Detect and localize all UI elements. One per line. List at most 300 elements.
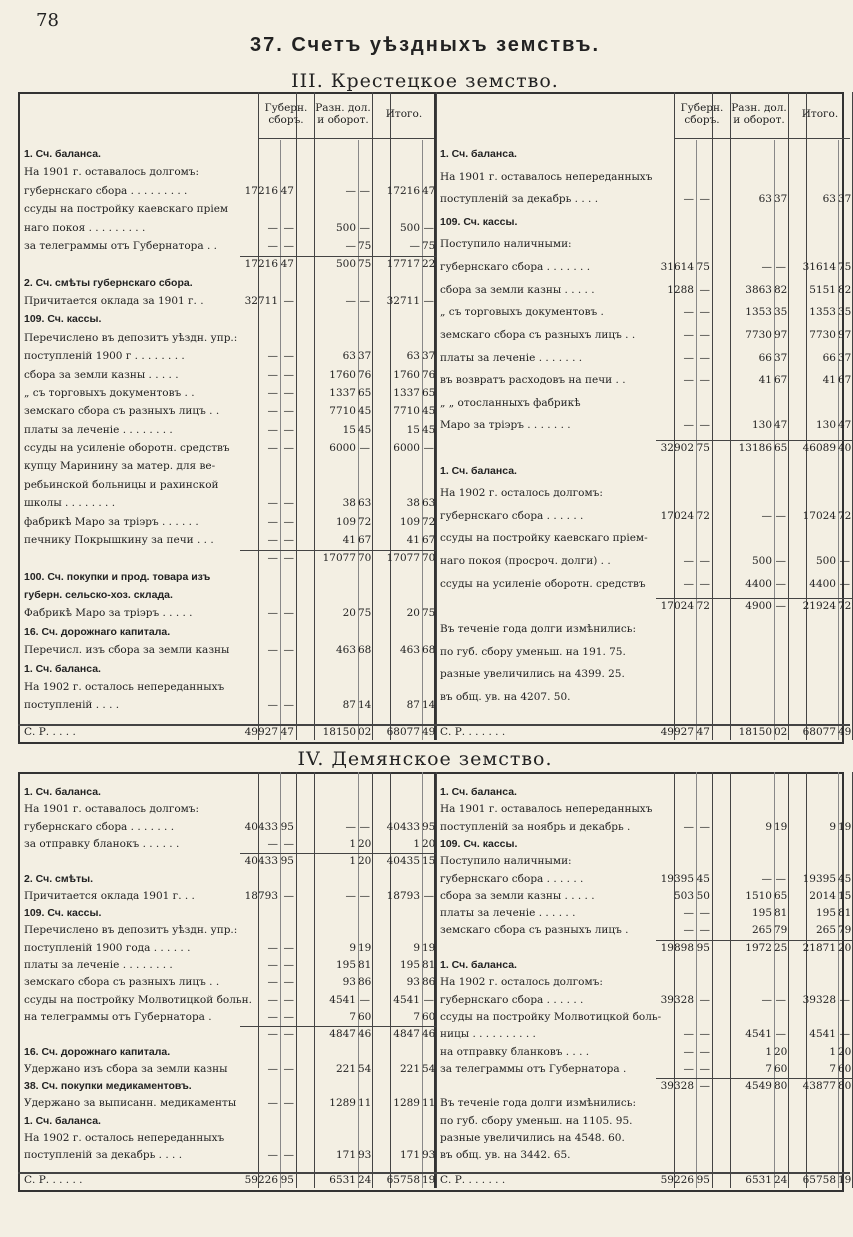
amount-kopek: 45 [838,872,852,885]
amount-kopek: — [775,993,786,1006]
amount-kopek: 19 [774,820,788,833]
amount-kopek: — [423,221,434,234]
amount: 46089 [802,442,836,454]
amount: — [267,368,278,381]
total-rule [18,724,434,726]
row-label: платы за леченіе . . . . . . . . [24,423,173,436]
amount-kopek: 72 [696,600,710,613]
row-label: земскаго сбора съ разныхъ лицъ . [440,924,629,937]
amount-kopek: — [283,699,294,712]
amount-kopek: — [283,221,294,234]
amount: 17717 [386,258,420,271]
amount-kopek: — [699,1028,710,1041]
column-rule [296,92,297,740]
amount: 87 [342,699,356,712]
amount-kopek: — [775,872,786,885]
row-label: На 1901 г. оставалось долгомъ: [24,803,200,816]
amount: 17024 [660,509,694,522]
amount-kopek: 70 [358,552,372,565]
amount-kopek: — [699,193,710,206]
row-label: С. Р. . . . . . . [440,726,506,738]
row-label: губернскаго сбора . . . . . . . [24,820,175,833]
amount: — [267,837,278,850]
amount: 49927 [244,726,278,738]
amount: — [683,419,694,432]
amount-kopek: 60 [358,1010,372,1023]
amount-kopek: — [283,295,294,307]
amount: 19898 [660,941,694,954]
amount-kopek: — [359,993,370,1006]
amount: 21871 [802,941,836,954]
amount-kopek: — [423,442,434,454]
amount-kopek: 81 [358,959,372,972]
row-label: ссуды на усиленіе оборотн. средствъ [440,577,646,590]
account-heading: 1. Сч. баланса. [24,662,101,675]
amount-kopek: 37 [358,350,372,363]
amount: 7 [413,1010,420,1023]
amount: 500 [815,555,836,568]
account-heading: 1. Сч. баланса. [440,148,517,160]
amount: 68077 [802,726,836,738]
account-heading: 1. Сч. баланса. [24,1114,101,1127]
amount-kopek: 79 [838,924,852,937]
row-label: ссуды на постройку Молвотицкой боль- [440,1010,662,1023]
amount-kopek: — [699,1062,710,1075]
row-label: на отправку бланковъ . . . . [440,1045,590,1058]
amount-kopek: 37 [838,351,852,364]
amount: 4541 [393,993,420,1006]
row-label: ссуды на постройку каевскаго пріем [24,203,229,216]
amount-kopek: 75 [696,442,710,454]
account-heading: 109. Сч. кассы. [24,907,102,920]
amount-kopek: — [359,889,370,902]
total-rule [18,1172,434,1174]
amount: 68077 [386,726,420,738]
amount: 500 [335,258,356,271]
row-label: губернскаго сбора . . . . . . [440,509,584,522]
account-heading: 1. Сч. баланса. [24,786,101,798]
amount-kopek: 68 [422,644,436,657]
amount: — [683,577,694,590]
amount-kopek: 72 [696,509,710,522]
amount: — [683,328,694,341]
row-label: разные увеличились на 4548. 60. [440,1132,625,1145]
amount: 87 [406,699,420,712]
amount: 1 [349,855,356,868]
amount: — [761,872,772,885]
row-label: Причитается оклада за 1901 г. . [24,295,204,307]
amount: 500 [399,221,420,234]
amount: 195 [751,907,772,920]
amount: 6000 [393,442,420,454]
account-heading: 1. Сч. баланса. [440,786,517,798]
amount: 7 [765,1062,772,1075]
amount-kopek: 20 [774,1045,788,1058]
amount: 31614 [660,261,694,274]
amount-kopek: — [699,577,710,590]
amount: — [683,351,694,364]
amount-kopek: — [283,1028,294,1041]
amount-kopek: 20 [422,837,436,850]
account-heading: 1. Сч. баланса. [440,464,517,477]
amount: — [267,552,278,565]
amount-kopek: 24 [774,1174,788,1186]
amount-kopek: 19 [838,1174,852,1186]
kopek-rule [774,772,775,1188]
amount: 18150 [738,726,772,738]
amount: 7730 [809,328,836,341]
amount: 17024 [660,600,694,613]
amount-kopek: 19 [358,941,372,954]
amount: 32711 [244,295,278,307]
amount: 17216 [244,184,278,197]
row-label: поступленій за декабрь . . . . [440,193,599,206]
amount-kopek: 20 [838,941,852,954]
amount-kopek: — [283,1149,294,1162]
amount: 63 [758,193,772,206]
amount-kopek: — [283,607,294,620]
row-label: поступленій за ноябрь и декабрь . [440,820,631,833]
amount-kopek: 95 [696,941,710,954]
amount: — [267,533,278,546]
amount: 1 [349,837,356,850]
amount: 4900 [745,600,772,613]
amount-kopek: — [283,405,294,418]
amount-kopek: — [775,509,786,522]
row-label: земскаго сбора съ разныхъ лицъ . . [440,328,636,341]
amount-kopek: 81 [838,907,852,920]
amount: 13186 [738,442,772,454]
amount-kopek: 81 [774,907,788,920]
amount-kopek: 95 [280,820,294,833]
amount: 1289 [329,1097,356,1110]
amount: — [267,1028,278,1041]
amount: 39328 [660,993,694,1006]
amount: 38 [342,497,356,510]
row-label: сбора за земли казны . . . . . [440,283,595,296]
amount-kopek: 67 [358,533,372,546]
amount-kopek: — [775,261,786,274]
amount: 4400 [745,577,772,590]
amount: 40433 [244,820,278,833]
amount-kopek: 75 [358,607,372,620]
page-number: 78 [36,10,59,31]
row-label: за телеграммы отъ Губернатора . [440,1062,627,1075]
amount: 41 [758,374,772,387]
amount: — [409,239,420,252]
amount-kopek: 63 [422,497,436,510]
amount: 7730 [745,328,772,341]
row-label: земскаго сбора съ разныхъ лицъ . . [24,976,220,989]
column-rule [712,772,713,1188]
amount-kopek: 86 [422,976,436,989]
column-rule [436,772,437,1188]
column-rule [806,92,807,740]
kopek-rule [696,772,697,1188]
amount: 2014 [809,889,836,902]
row-label: Удержано за выписанн. медикаменты [24,1097,237,1110]
amount: — [267,976,278,989]
row-label: ребьинской больницы и рахинской [24,478,219,491]
amount-kopek: 14 [422,699,436,712]
amount: 4847 [393,1028,420,1041]
amount: 171 [335,1149,356,1162]
amount-kopek: — [775,1028,786,1041]
amount-kopek: — [839,577,850,590]
row-label: Перечислено въ депозитъ уѣздн. упр.: [24,331,238,344]
amount: 109 [399,515,420,528]
amount-kopek: 75 [696,261,710,274]
amount: 1337 [393,386,420,399]
amount-kopek: 37 [774,193,788,206]
amount-kopek: 45 [422,423,436,436]
amount: — [267,386,278,399]
amount-kopek: 75 [358,258,372,271]
amount-kopek: 11 [422,1097,436,1110]
amount: — [267,239,278,252]
amount-kopek: 25 [774,941,788,954]
amount: 65758 [386,1174,420,1186]
subtotal-rule [240,1026,436,1027]
amount: — [267,1149,278,1162]
amount: — [267,515,278,528]
amount-kopek: 20 [358,837,372,850]
amount-kopek: — [699,328,710,341]
row-label: С. Р. . . . . . . [440,1174,506,1186]
row-label: наго покоя . . . . . . . . . [24,221,146,234]
amount: — [345,184,356,197]
amount: 17024 [802,509,836,522]
amount: — [267,423,278,436]
row-label: „ съ торговыхъ документовъ . [440,306,604,319]
subtotal-rule [656,1078,852,1079]
amount: 171 [399,1149,420,1162]
amount-kopek: — [283,497,294,510]
amount-kopek: 63 [358,497,372,510]
amount: 9 [413,941,420,954]
account-heading: 38. Сч. покупки медикаментовъ. [24,1080,192,1093]
amount-kopek: 20 [358,855,372,868]
amount: 1 [765,1045,772,1058]
amount: 19395 [802,872,836,885]
amount: 1289 [393,1097,420,1110]
amount: 15 [342,423,356,436]
row-label: На 1901 г. оставалось непереданныхъ [440,803,653,816]
subtotal-rule [656,940,852,941]
amount: — [267,1097,278,1110]
amount-kopek: — [839,1028,850,1041]
amount: 19395 [660,872,694,885]
row-label: На 1902 г. осталось непереданныхъ [24,1132,225,1145]
amount-kopek: 47 [280,258,294,271]
amount: 59226 [244,1174,278,1186]
amount: 109 [335,515,356,528]
amount: 59226 [660,1174,694,1186]
row-label: поступленій 1900 года . . . . . . [24,941,191,954]
amount-kopek: 67 [838,374,852,387]
row-label: земскаго сбора съ разныхъ лицъ . . [24,405,220,418]
amount: — [683,374,694,387]
amount: 63 [342,350,356,363]
amount: 40433 [386,820,420,833]
row-label: губернскаго сбора . . . . . . [440,993,584,1006]
amount-kopek: — [775,555,786,568]
amount-kopek: 47 [280,184,294,197]
amount-kopek: 95 [280,1174,294,1186]
amount-kopek: 37 [422,350,436,363]
amount-kopek: 45 [422,405,436,418]
column-rule [730,92,731,740]
amount-kopek: 37 [774,351,788,364]
amount: 7710 [329,405,356,418]
amount: — [683,1028,694,1041]
amount-kopek: 35 [838,306,852,319]
amount-kopek: 82 [774,283,788,296]
amount: — [267,644,278,657]
row-label: по губ. сбору уменьш. на 191. 75. [440,645,626,658]
amount: 17216 [386,184,420,197]
account-heading: 109. Сч. кассы. [24,313,102,326]
amount-kopek: 95 [696,1174,710,1186]
amount-kopek: 75 [422,239,436,252]
amount-kopek: 80 [774,1080,788,1093]
amount-kopek: — [699,555,710,568]
amount: — [683,555,694,568]
row-label: ссуды на постройку каевскаго пріем- [440,532,648,545]
row-label: разные увеличились на 4399. 25. [440,668,625,681]
amount: 18793 [386,889,420,902]
amount: 17216 [244,258,278,271]
row-label: платы за леченіе . . . . . . . [440,351,583,364]
amount-kopek: — [423,295,434,307]
amount: 15 [406,423,420,436]
subtotal-rule [656,598,852,599]
amount-kopek: — [283,976,294,989]
amount-kopek: 86 [358,976,372,989]
amount-kopek: 93 [358,1149,372,1162]
subtotal-rule [656,440,852,441]
row-label: печнику Покрышкину за печи . . . [24,533,214,546]
row-label: ницы . . . . . . . . . . [440,1028,536,1041]
row-label: С. Р. . . . . [24,726,76,738]
amount: — [267,993,278,1006]
amount: 31614 [802,261,836,274]
amount: 1760 [393,368,420,381]
amount-kopek: — [283,889,294,902]
row-label: за отправку бланокъ . . . . . . [24,837,180,850]
amount: 4549 [745,1080,772,1093]
amount-kopek: — [283,515,294,528]
amount: 65758 [802,1174,836,1186]
amount: 265 [815,924,836,937]
account-heading: 100. Сч. покупки и прод. товара изъ [24,570,211,583]
row-label: Поступило наличными: [440,855,572,868]
amount: 39328 [802,993,836,1006]
amount: 32711 [386,295,420,307]
amount-kopek: — [699,374,710,387]
amount-kopek: — [283,552,294,565]
amount-kopek: 75 [358,239,372,252]
amount: 43877 [802,1080,836,1093]
amount: 1760 [329,368,356,381]
amount-kopek: 50 [696,889,710,902]
amount: 130 [815,419,836,432]
header-itogo: Итого. [385,108,423,120]
amount-kopek: 46 [358,1028,372,1041]
amount: 7 [349,1010,356,1023]
page-title: 37. Счетъ уѣздныхъ земствъ. [249,34,601,56]
row-label: сбора за земли казны . . . . . [24,368,179,381]
amount-kopek: 76 [422,368,436,381]
amount-kopek: — [699,993,710,1006]
amount-kopek: — [699,924,710,937]
column-rule [806,772,807,1188]
amount: 1 [829,1045,836,1058]
amount: 32902 [660,442,694,454]
amount: 17077 [322,552,356,565]
amount: — [267,1010,278,1023]
row-label: Причитается оклада 1901 г. . . [24,889,195,902]
row-label: поступленій . . . . [24,699,120,712]
amount: 18150 [322,726,356,738]
row-label: въ общ. ув. на 3442. 65. [440,1149,571,1162]
amount: — [345,820,356,833]
amount-kopek: — [283,239,294,252]
amount: 7710 [393,405,420,418]
amount-kopek: 95 [422,820,436,833]
amount-kopek: 60 [774,1062,788,1075]
row-label: „ „ отосланныхъ фабрикѣ [440,396,581,409]
amount: — [267,959,278,972]
amount: 265 [751,924,772,937]
account-heading: 109. Сч. кассы. [440,837,518,850]
amount: 1353 [745,306,772,319]
column-rule [788,772,789,1188]
amount-kopek: 19 [422,941,436,954]
row-label: купцу Маринину за матер. для ве- [24,460,216,473]
amount: — [761,509,772,522]
row-label: за телеграммы отъ Губернатора . . [24,239,217,252]
amount: 38 [406,497,420,510]
header-raz: Разн. дол. и оборот. [315,102,371,126]
amount: 66 [758,351,772,364]
amount: 9 [349,941,356,954]
amount-kopek: — [283,423,294,436]
amount: 41 [822,374,836,387]
row-label: губернскаго сбора . . . . . . . [440,261,591,274]
row-label: платы за леченіе . . . . . . [440,907,576,920]
amount: 9 [829,820,836,833]
amount: 500 [751,555,772,568]
amount-kopek: 82 [838,283,852,296]
amount: — [267,442,278,454]
column-rule [674,772,675,1188]
amount-kopek: 97 [838,328,852,341]
header-gub: Губерн. сборъ. [680,102,724,126]
row-label: на телеграммы отъ Губернатора . [24,1010,212,1023]
amount-kopek: 65 [422,386,436,399]
section-title-demyansk: IV. Демянское земство. [297,748,553,770]
amount-kopek: — [359,820,370,833]
amount: — [683,1045,694,1058]
row-label: по губ. сбору уменьш. на 1105. 95. [440,1114,633,1127]
amount: 63 [822,193,836,206]
amount-kopek: — [283,1010,294,1023]
kopek-rule [838,772,839,1188]
amount: — [267,221,278,234]
amount-kopek: 54 [422,1062,436,1075]
amount-kopek: — [699,306,710,319]
